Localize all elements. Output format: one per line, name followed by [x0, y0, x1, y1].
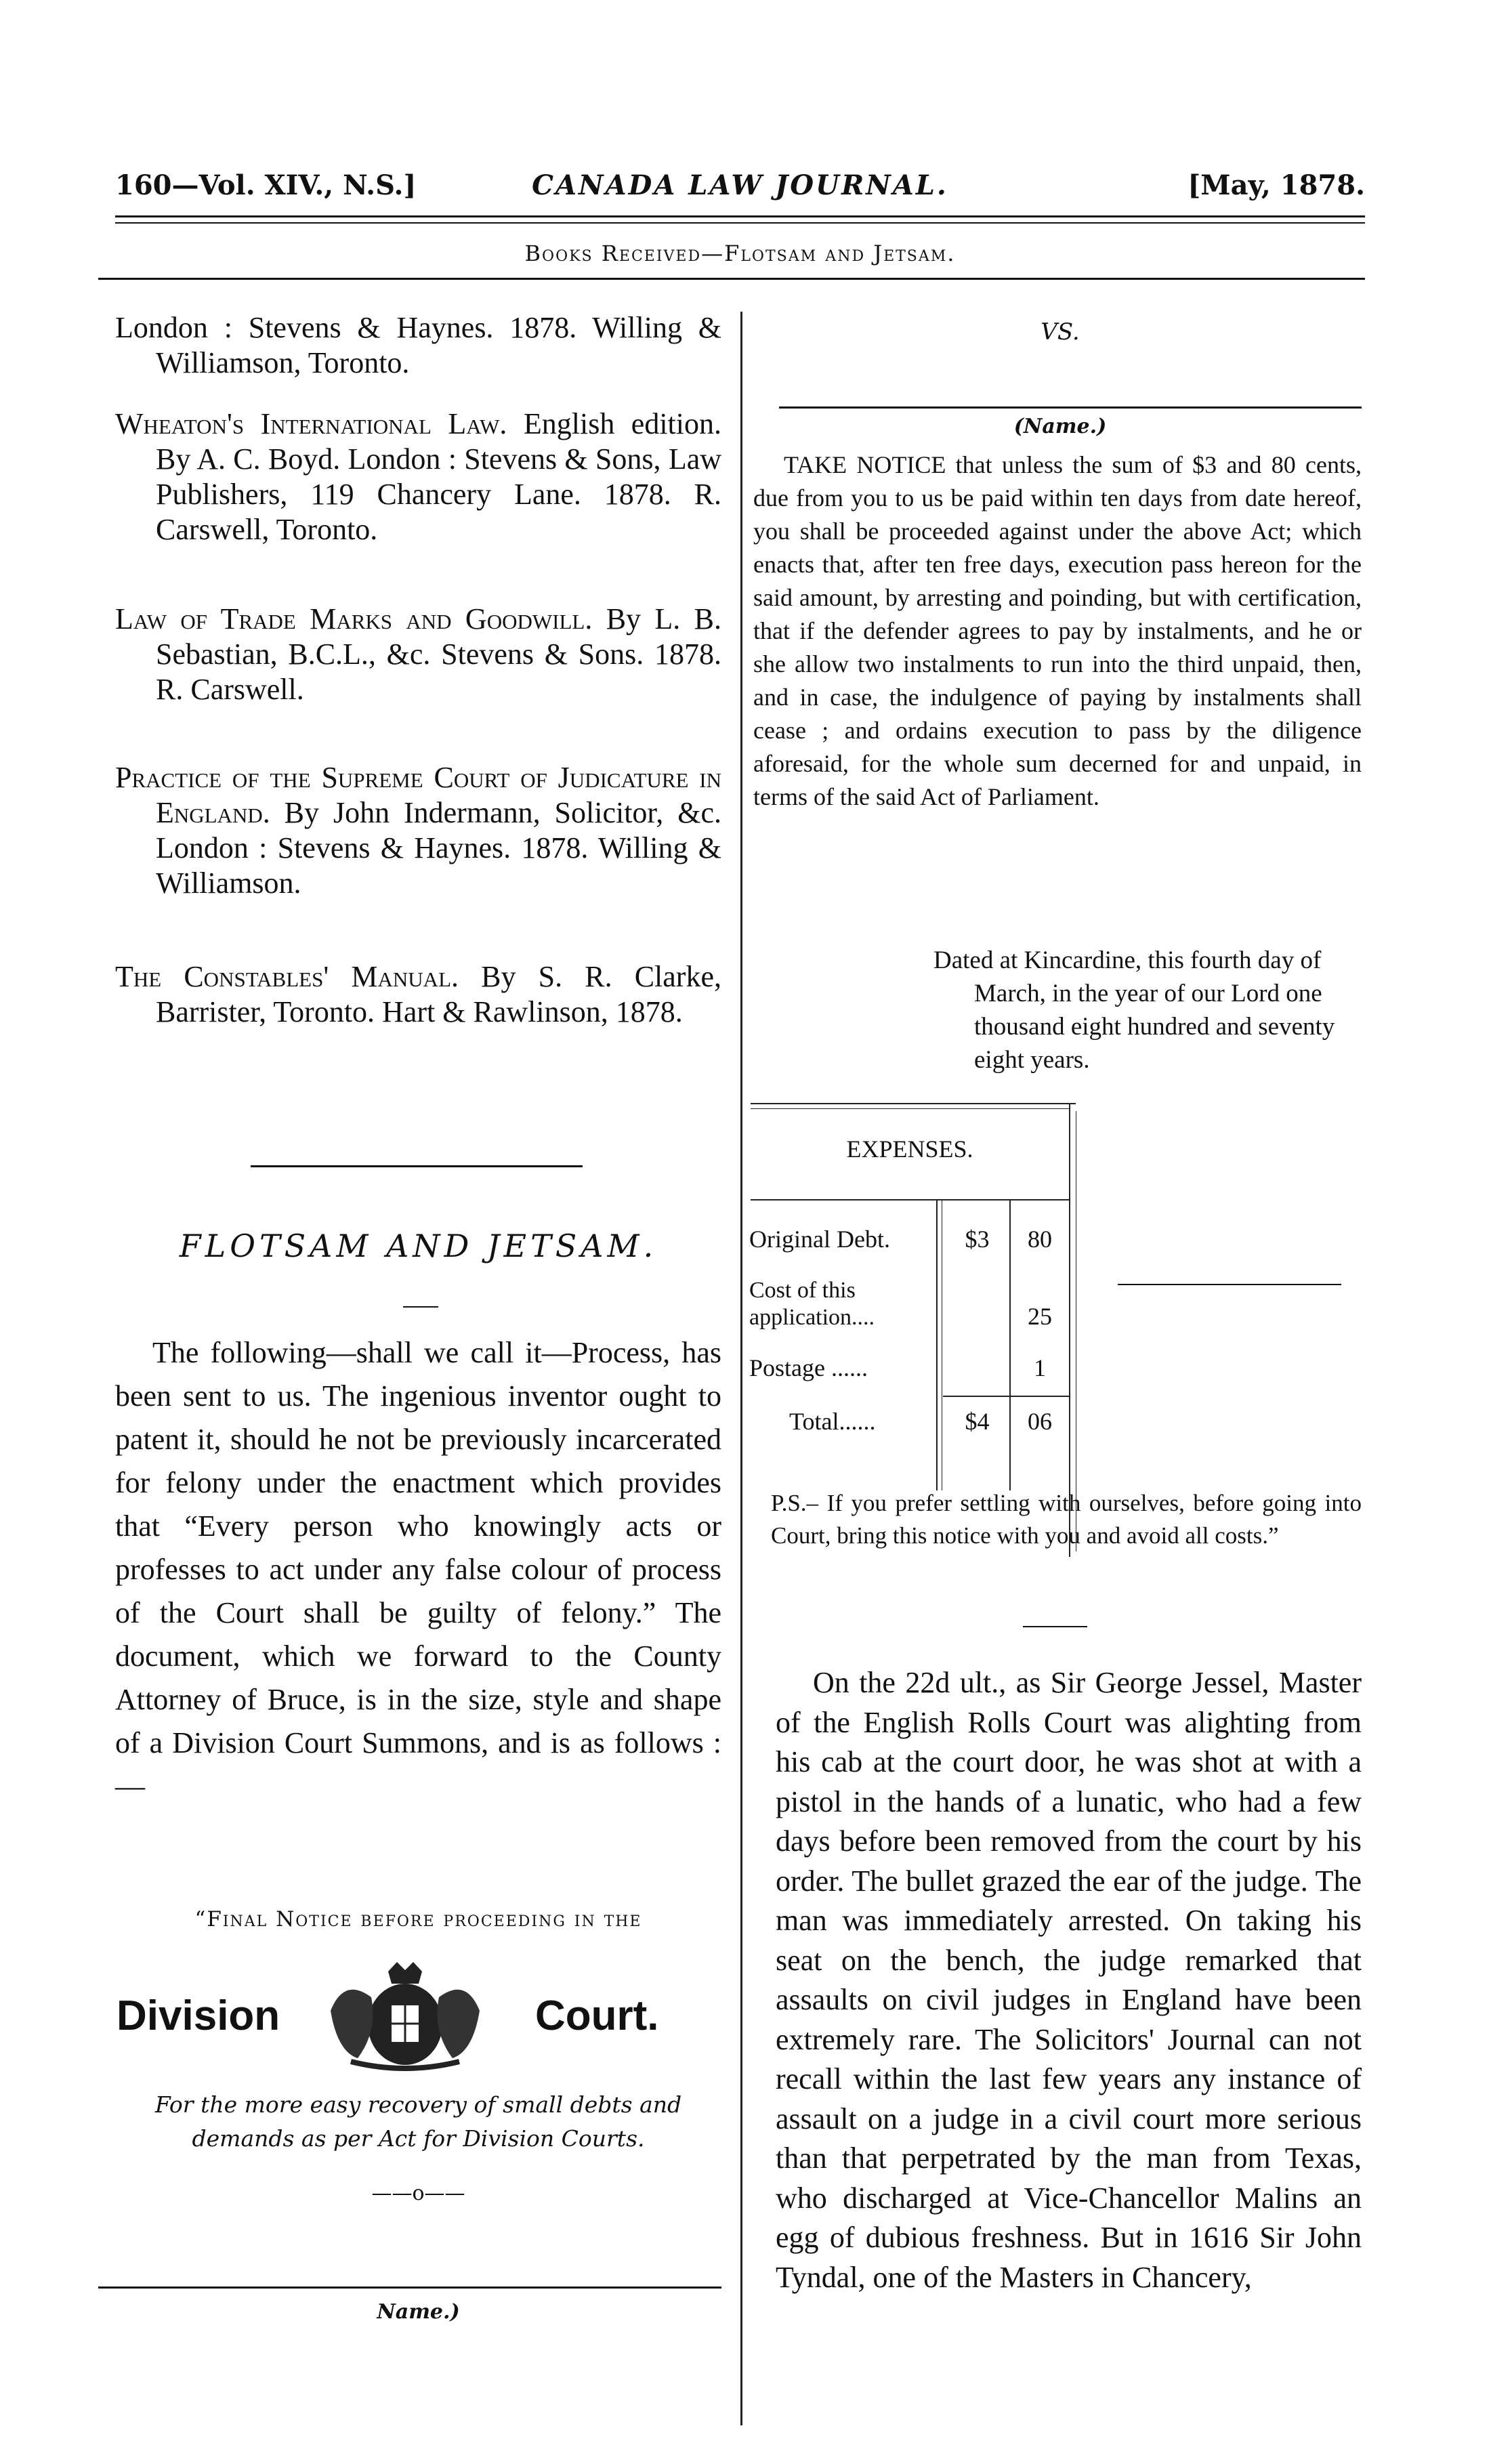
jessel-paragraph: On the 22d ult., as Sir George Jessel, Master of the English Rolls Court was alighting from his cab at the court door, he was shot at with a pistol in the hands of a lunatic, who had a few days before been removed from the court by his order. The bullet grazed the ear of the judge. The man was immediately arrested. On taking his seat on the bench, the judge remarked that assaults on civil judges in England have been extremely rare. The Solicitors' Journal can not recall within the last few years any instance of assault on a judge in a civil court more serious than that perpetrated by the man from Texas, who discharged at Vice-Chancellor Malins an egg of dubious freshness. But in 1616 Sir John Tyndal, one of the Masters in Chancery, — [776, 1666, 1362, 2294]
recovery-note: For the more easy recovery of small debts and demands as per Act for Division Courts. — [154, 2091, 682, 2152]
dated-text: Dated at Kincardine, this fourth day of March, in the year of our Lord one thousand eight hundred and seventy eight years. — [933, 946, 1335, 1074]
book-title: Practice of the Supreme Court of Judicature in England. — [115, 761, 721, 829]
running-head — [115, 169, 1365, 210]
final-notice-heading: “Final Notice before proceeding in the — [194, 1907, 642, 1932]
book-entry — [115, 602, 721, 707]
expense-total-dollars: $4 — [965, 1408, 990, 1435]
expense-total-cents: 06 — [1028, 1408, 1052, 1435]
book-text: London : Stevens & Haynes. 1878. Willing & Williamson, Toronto. — [115, 311, 721, 379]
book-text: By S. R. Clarke, Barrister, Toronto. Hart & Rawlinson, 1878. — [156, 960, 721, 1028]
book-text: English edition. By A. C. Boyd. London : Stevens & Sons, Law Publishers, 119 Chancery Lane. 1878. R. Carswell, Toronto. — [156, 407, 722, 546]
book-entry — [115, 760, 721, 901]
o-mark: ——o—— — [371, 2181, 465, 2205]
book-text: By L. B. Sebastian, B.C.L., &c. Stevens & Sons. 1878. R. Carswell. — [156, 602, 721, 706]
book-entry — [115, 406, 721, 547]
postscript-text: P.S.– If you prefer settling with ourselves, before going into Court, bring this notice with you and avoid all costs.” — [771, 1490, 1362, 1549]
table-rule-top-inner — [751, 1108, 1069, 1109]
book-title: The Constables' Manual. — [115, 960, 459, 993]
name-rule — [98, 2287, 721, 2289]
court-word: Court. — [535, 1992, 659, 2039]
book-entry — [115, 959, 721, 1030]
book-title: Law of Trade Marks and Goodwill. — [115, 602, 593, 635]
name-label: (Name.) — [1013, 415, 1107, 438]
side-rule — [1118, 1284, 1341, 1285]
expense-row-cents: 25 — [1028, 1303, 1052, 1330]
column-divider — [740, 312, 742, 2425]
section-heading: Books Received—Flotsam and Jetsam. — [524, 241, 956, 266]
expense-row-label: Postage ...... — [749, 1354, 868, 1381]
section-rule — [98, 278, 1365, 280]
expense-row-label: Cost of this application.... — [749, 1278, 875, 1330]
book-text: By John Indermann, Solicitor, &c. London : Stevens & Haynes. 1878. Willing & Williamson. — [156, 796, 721, 900]
header-rule-top — [115, 215, 1365, 217]
table-col-line — [936, 1199, 938, 1490]
title-dash — [403, 1306, 438, 1308]
flotsam-title: FLOTSAM AND JETSAM. — [179, 1228, 658, 1264]
expense-row-cents: 80 — [1028, 1226, 1052, 1253]
total-rule — [943, 1396, 1069, 1397]
issue-date: [May, 1878. — [1188, 169, 1365, 201]
book-entry — [115, 310, 721, 381]
journal-title: CANADA LAW JOURNAL. — [532, 169, 948, 201]
flotsam-intro: The following—shall we call it—Process, has been sent to us. The ingenious inventor ought to patent it, should he not be previously incarcerated for felony under the enactment which provides that “Every person who knowingly acts or professes to act under any false colour of process of the Court shall be guilty of felony.” The document, which we forward to the County Attorney of Bruce, is in the size, style and shape of a Division Court Summons, and is as follows :— — [115, 1336, 721, 1803]
separator-rule — [251, 1165, 583, 1167]
versus-label: VS. — [1041, 318, 1080, 346]
expense-row-label: Original Debt. — [749, 1226, 890, 1253]
expense-total-label: Total...... — [789, 1408, 876, 1435]
book-title: Wheaton's International Law. — [115, 407, 507, 440]
expense-row-cents: 1 — [1034, 1354, 1046, 1381]
expenses-title: EXPENSES. — [846, 1135, 973, 1163]
table-rule-top — [751, 1103, 1076, 1104]
division-word: Division — [117, 1992, 280, 2039]
separator-rule — [1023, 1626, 1087, 1627]
vs-rule — [779, 406, 1362, 409]
table-rule-mid — [751, 1199, 1069, 1200]
take-notice-text: TAKE NOTICE that unless the sum of $3 and 80 cents, due from you to us be paid within ten days from date hereof, you shall be proceeded against under the above Act; which enacts that, after ten free days, execution pass hereon for the said amount, by arresting and poinding, but with certification, that if the defender agrees to pay by instalments, and he or she allow two instalments to run into the third unpaid, then, and in case, the indulgence of paying by instalments shall cease ; and ordains execution to pass by the diligence aforesaid, for the whole sum decerned for and unpaid, in terms of the said Act of Parliament. — [753, 451, 1362, 810]
royal-arms-icon — [317, 1957, 493, 2072]
table-col-line — [1009, 1199, 1011, 1490]
name-label: Name.) — [377, 2300, 460, 2324]
header-rule-bottom — [115, 222, 1365, 224]
page-volume: 160—Vol. XIV., N.S.] — [115, 169, 417, 201]
expense-row-dollars: $3 — [965, 1226, 990, 1253]
